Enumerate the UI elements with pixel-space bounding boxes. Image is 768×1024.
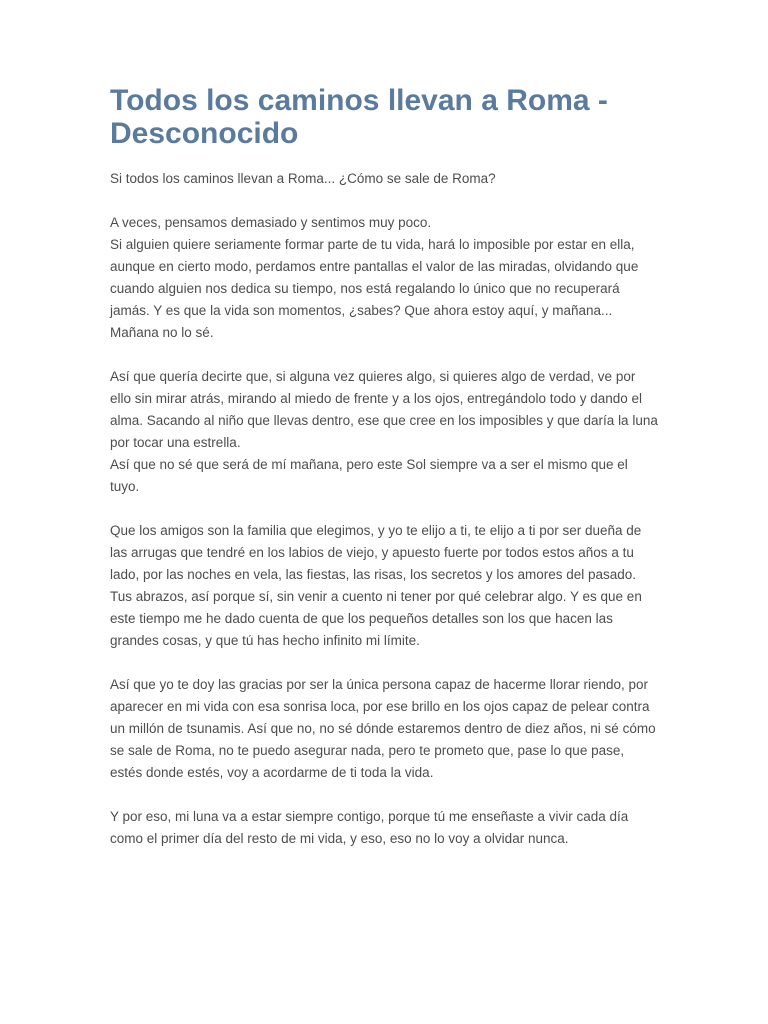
paragraph-1 [110,168,660,190]
document-page [110,84,660,872]
paragraph-2 [110,212,660,344]
paragraph-line: Si todos los caminos llevan a Roma... ¿Cómo se sale de Roma? [110,171,496,186]
document-body [110,168,660,850]
paragraph-line: Que los amigos son la familia que elegimos, y yo te elijo a ti, te elijo a ti por ser dueña de las arrugas que tendré en los labios de viejo, y apuesto fuerte por todos estos años a tu lado, por las noches en vela, las fiestas, las risas, los secretos y los amores del pasado. Tus abrazos, así porque sí, sin venir a cuento ni tener por qué celebrar algo. Y es que en este tiempo me he dado cuenta de que los pequeños detalles son los que hacen las grandes cosas, y que tú has hecho infinito mi límite. [110,523,642,648]
paragraph-line: A veces, pensamos demasiado y sentimos muy poco. [110,215,432,230]
paragraph-4 [110,520,660,652]
paragraph-3 [110,366,660,498]
paragraph-line: Si alguien quiere seriamente formar parte de tu vida, hará lo imposible por estar en ella, aunque en cierto modo, perdamos entre pantallas el valor de las miradas, olvidando que cuando alguien nos dedica su tiempo, nos está regalando lo único que no recuperará jamás. Y es que la vida son momentos, ¿sabes? Que ahora estoy aquí, y mañana... Mañana no lo sé. [110,237,639,340]
paragraph-line: Y por eso, mi luna va a estar siempre contigo, porque tú me enseñaste a vivir cada día como el primer día del resto de mi vida, y eso, eso no lo voy a olvidar nunca. [110,809,629,846]
paragraph-5 [110,674,660,784]
paragraph-line: Así que yo te doy las gracias por ser la única persona capaz de hacerme llorar riendo, por aparecer en mi vida con esa sonrisa loca, por ese brillo en los ojos capaz de pelear contra un millón de tsunamis. Así que no, no sé dónde estaremos dentro de diez años, ni sé cómo se sale de Roma, no te puedo asegurar nada, pero te prometo que, pase lo que pase, estés donde estés, voy a acordarme de ti toda la vida. [110,677,656,780]
paragraph-6 [110,806,660,850]
paragraph-line: Así que no sé que será de mí mañana, pero este Sol siempre va a ser el mismo que el tuyo. [110,457,628,494]
document-title: Todos los caminos llevan a Roma - Desconocido [110,84,608,150]
paragraph-line: Así que quería decirte que, si alguna vez quieres algo, si quieres algo de verdad, ve por ello sin mirar atrás, mirando al miedo de frente y a los ojos, entregándolo todo y dando el alma. Sacando al niño que llevas dentro, ese que cree en los imposibles y que daría la luna por tocar una estrella. [110,369,658,450]
